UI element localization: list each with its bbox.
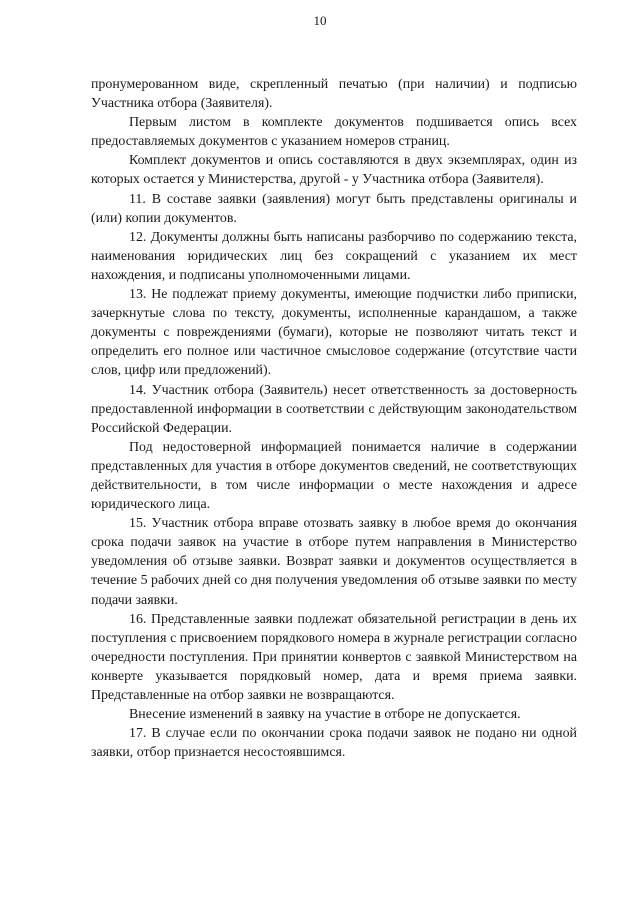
paragraph-clause-15: 15. Участник отбора вправе отозвать заявку в любое время до окончания срока подачи заявок на участие в отборе путем направления в Министерство уведомления об отзыве заявки. Возврат заявки и документов осуществляется в течение 5 рабочих дней со дня получения уведомления об отзыве заявки по месту подачи заявки.: [91, 516, 577, 608]
document-body: [91, 75, 577, 762]
page-number: 10: [313, 13, 327, 28]
paragraph-false-information: Под недостоверной информацией понимается наличие в содержании представленных для участия в отборе документов сведений, не соответствующих действительности, в том числе информации о месте нахождения и адресе юридического лица.: [91, 439, 577, 513]
paragraph-clause-14: 14. Участник отбора (Заявитель) несет ответственность за достоверность предоставленной информации в соответствии с действующим законодательством Российской Федерации.: [91, 382, 577, 436]
paragraph-clause-16: 16. Представленные заявки подлежат обязательной регистрации в день их поступления с присвоением порядкового номера в журнале регистрации согласно очередности поступления. При принятии конвертов с заявкой Министерством на конверте указывается порядковый номер, дата и время приема заявки. Представленные на отбор заявки не возвращаются.: [91, 611, 577, 703]
paragraph-clause-13: 13. Не подлежат приему документы, имеющие подчистки либо приписки, зачеркнутые слова по тексту, документы, исполненные карандашом, а также документы с повреждениями (бумаги), которые не позволяют читать текст и определить его полное или частичное смысловое содержание (отсутствие части слов, цифр или предложений).: [91, 287, 577, 379]
paragraph-clause-12: 12. Документы должны быть написаны разборчиво по содержанию текста, наименования юридических лиц без сокращений с указанием их мест нахождения, и подписаны уполномоченными лицами.: [91, 229, 577, 283]
paragraph-no-changes: Внесение изменений в заявку на участие в отборе не допускается.: [129, 707, 521, 723]
paragraph-inventory-first-sheet: Первым листом в комплекте документов подшивается опись всех предоставляемых документов с указанием номеров страниц.: [91, 115, 577, 150]
paragraph-clause-11: 11. В составе заявки (заявления) могут быть представлены оригиналы и (или) копии документов.: [91, 191, 577, 226]
paragraph-continuation: пронумерованном виде, скрепленный печатью (при наличии) и подписью Участника отбора (Заявителя).: [91, 77, 577, 112]
paragraph-two-copies: Комплект документов и опись составляются в двух экземплярах, один из которых остается у Министерства, другой - у Участника отбора (Заявителя).: [91, 153, 577, 188]
paragraph-clause-17: 17. В случае если по окончании срока подачи заявок не подано ни одной заявки, отбор признается несостоявшимся.: [91, 726, 577, 761]
